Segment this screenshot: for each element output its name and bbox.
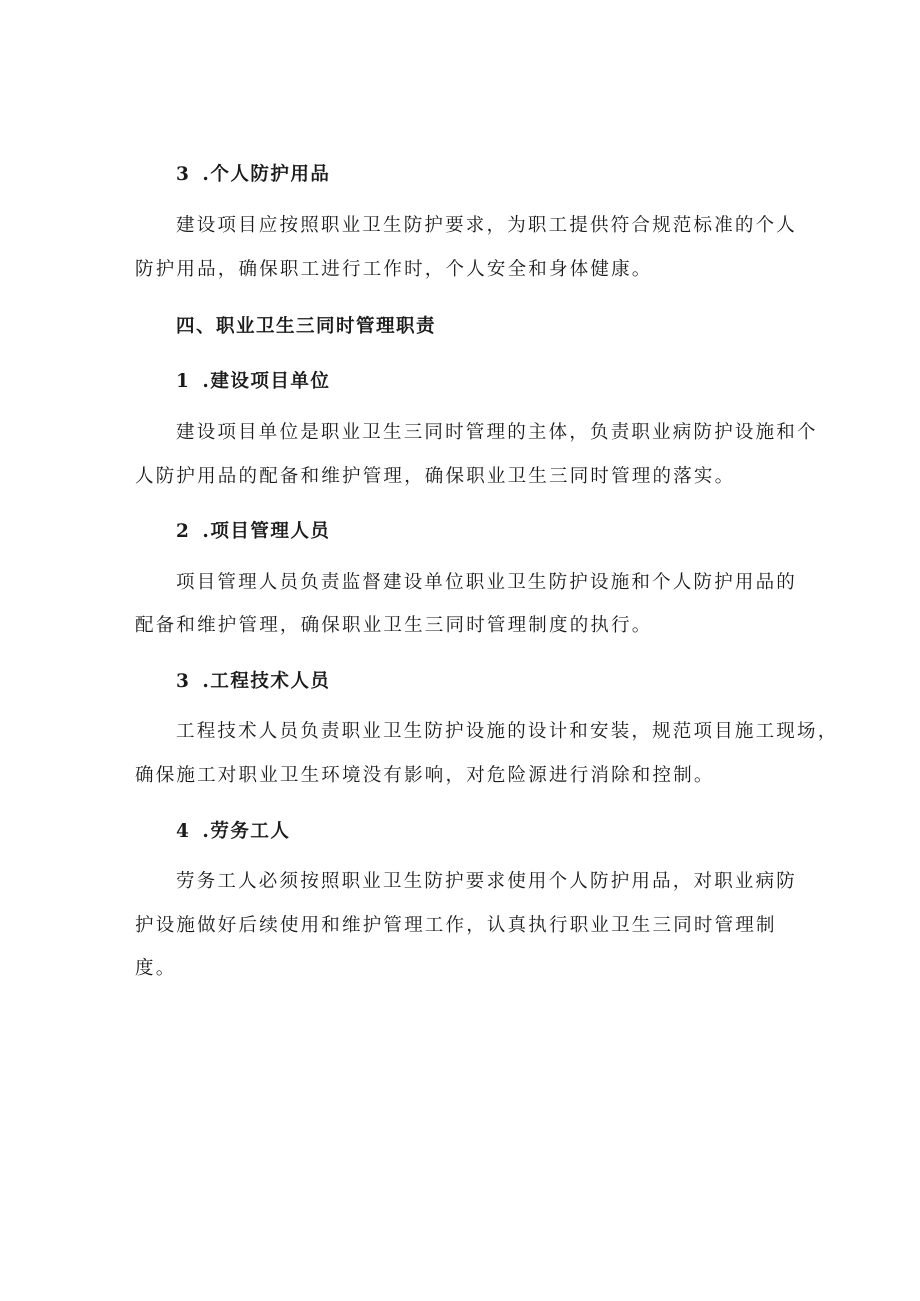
item-heading-construction-unit	[176, 369, 330, 395]
heading-number: 3	[176, 164, 191, 185]
heading-text: .劳务工人	[202, 821, 291, 842]
item-heading-laborers	[176, 819, 290, 845]
chapter-title: 四、职业卫生三同时管理职责	[176, 316, 437, 337]
heading-number: 1	[176, 371, 191, 392]
paragraph-line: 劳务工人必须按照职业卫生防护要求使用个人防护用品，对职业病防	[176, 871, 798, 892]
paragraph-line: 护设施做好后续使用和维护管理工作，认真执行职业卫生三同时管理制	[135, 915, 777, 936]
heading-number: 4	[176, 821, 191, 842]
item-heading-project-managers	[176, 519, 330, 545]
section-heading-personal-protection	[176, 162, 330, 188]
paragraph-line: 建设项目单位是职业卫生三同时管理的主体，负责职业病防护设施和个	[176, 422, 818, 443]
heading-number: 3	[176, 671, 191, 692]
paragraph-line: 建设项目应按照职业卫生防护要求，为职工提供符合规范标准的个人	[176, 215, 798, 236]
heading-text: .个人防护用品	[202, 164, 331, 185]
heading-text: .工程技术人员	[202, 671, 331, 692]
paragraph-line: 防护用品，确保职工进行工作时，个人安全和身体健康。	[135, 259, 653, 280]
paragraph-line: 人防护用品的配备和维护管理，确保职业卫生三同时管理的落实。	[135, 466, 736, 487]
paragraph-line: 度。	[135, 958, 177, 979]
heading-number: 2	[176, 521, 191, 542]
paragraph-line: 工程技术人员负责职业卫生防护设施的设计和安装，规范项目施工现场，	[176, 721, 839, 742]
paragraph-line: 确保施工对职业卫生环境没有影响，对危险源进行消除和控制。	[135, 765, 715, 786]
paragraph-line: 项目管理人员负责监督建设单位职业卫生防护设施和个人防护用品的	[176, 572, 798, 593]
paragraph-line: 配备和维护管理，确保职业卫生三同时管理制度的执行。	[135, 615, 653, 636]
item-heading-engineering-staff	[176, 669, 330, 695]
heading-text: .建设项目单位	[202, 371, 331, 392]
heading-text: .项目管理人员	[202, 521, 331, 542]
